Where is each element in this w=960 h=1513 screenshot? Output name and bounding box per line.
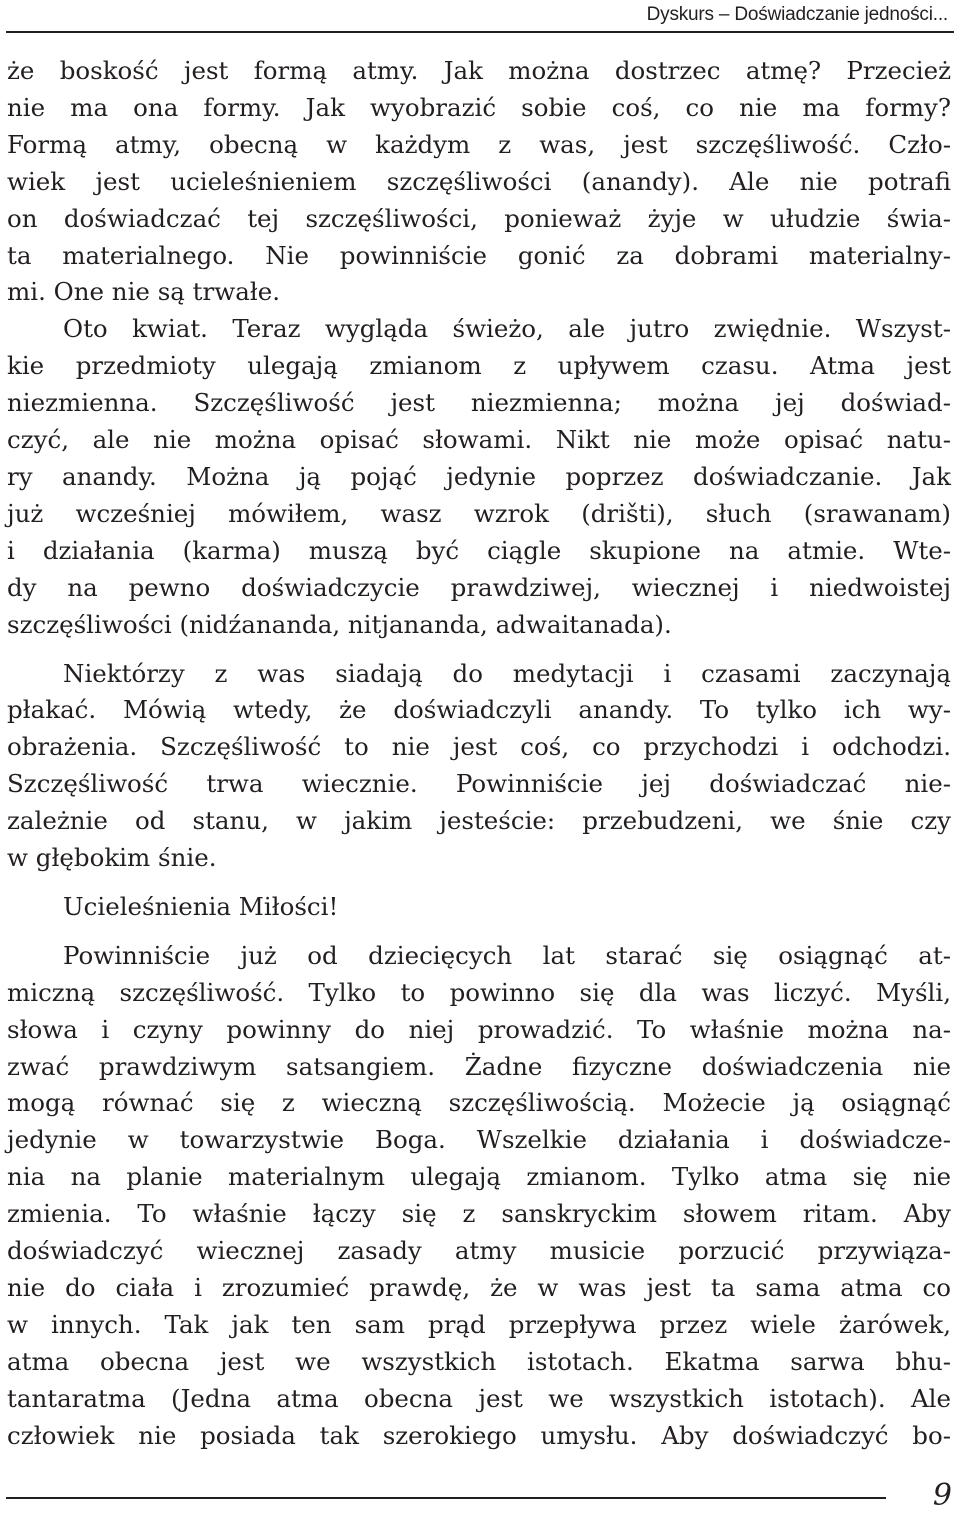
text-line: mi. One nie są trwałe. <box>7 277 281 307</box>
text-line: on doświadczać tej szczęśliwości, ponieważ żyje w ułudzie świa- <box>7 203 951 233</box>
text-line: ry anandy. Można ją pojąć jedynie poprzez doświadczanie. Jak <box>7 461 951 491</box>
text-line: doświadczyć wiecznej zasady atmy musicie porzucić przywiąza- <box>7 1236 951 1266</box>
paragraph <box>7 656 951 877</box>
text-line: zwać prawdziwym satsangiem. Żadne fizyczne doświadczenia nie <box>7 1051 951 1081</box>
text-line: w głębokim śnie. <box>7 843 217 873</box>
text-line: szczęśliwości (nidźananda, nitjananda, adwaitanada). <box>7 609 672 639</box>
text-line: nie ma ona formy. Jak wyobrazić sobie coś, co nie ma formy? <box>7 92 951 122</box>
text-line: Niektórzy z was siadają do medytacji i czasami zaczynają <box>63 658 951 688</box>
text-line: Ucieleśnienia Miłości! <box>63 891 339 921</box>
text-line: człowiek nie posiada tak szerokiego umysłu. Aby doświadczyć bo- <box>7 1420 951 1450</box>
text-line: Oto kwiat. Teraz wygląda świeżo, ale jutro zwiędnie. Wszyst- <box>63 314 951 344</box>
text-line: i działania (karma) muszą być ciągle skupione na atmie. Wte- <box>7 535 951 565</box>
text-line: kie przedmioty ulegają zmianom z upływem czasu. Atma jest <box>7 351 951 381</box>
text-line: jedynie w towarzystwie Boga. Wszelkie działania i doświadcze- <box>7 1125 951 1155</box>
text-line: atma obecna jest we wszystkich istotach. Ekatma sarwa bhu- <box>7 1346 951 1376</box>
running-header: Dyskurs – Doświadczanie jedności... <box>646 4 948 25</box>
text-line: Szczęśliwość trwa wiecznie. Powinniście jej doświadczać nie- <box>7 769 951 799</box>
text-line: Powinniście już od dziecięcych lat starać się osiągnąć at- <box>63 940 951 970</box>
text-line: mogą równać się z wieczną szczęśliwością. Możecie ją osiągnąć <box>7 1088 951 1118</box>
body-text <box>7 53 951 1455</box>
text-line: wiek jest ucieleśnieniem szczęśliwości (anandy). Ale nie potrafi <box>7 166 951 196</box>
paragraph <box>7 311 951 643</box>
text-line: płakać. Mówią wtedy, że doświadczyli anandy. To tylko ich wy- <box>7 695 951 725</box>
header-rule <box>6 31 954 33</box>
text-line: ta materialnego. Nie powinniście gonić za dobrami materialny- <box>7 240 951 270</box>
page-number: 9 <box>932 1478 952 1513</box>
text-line: Formą atmy, obecną w każdym z was, jest szczęśliwość. Czło- <box>7 129 951 159</box>
text-line: czyć, ale nie można opisać słowami. Nikt nie może opisać natu- <box>7 425 951 455</box>
paragraph <box>7 889 951 926</box>
text-line: zmienia. To właśnie łączy się z sanskryckim słowem ritam. Aby <box>7 1199 951 1229</box>
text-line: miczną szczęśliwość. Tylko to powinno się dla was liczyć. Myśli, <box>7 977 951 1007</box>
text-line: tantaratma (Jedna atma obecna jest we wszystkich istotach). Ale <box>7 1383 951 1413</box>
text-line: nia na planie materialnym ulegają zmianom. Tylko atma się nie <box>7 1162 951 1192</box>
text-line: w innych. Tak jak ten sam prąd przepływa przez wiele żarówek, <box>7 1309 951 1339</box>
text-line: niezmienna. Szczęśliwość jest niezmienna; można jej doświad- <box>7 388 951 418</box>
text-line: obrażenia. Szczęśliwość to nie jest coś, co przychodzi i odchodzi. <box>7 732 951 762</box>
text-line: że boskość jest formą atmy. Jak można dostrzec atmę? Przecież <box>7 56 951 85</box>
text-line: słowa i czyny powinny do niej prowadzić. To właśnie można na- <box>7 1014 951 1044</box>
text-line: nie do ciała i zrozumieć prawdę, że w was jest ta sama atma co <box>7 1273 951 1302</box>
text-line: już wcześniej mówiłem, wasz wzrok (drišti), słuch (srawanam) <box>7 498 951 528</box>
footer-rule <box>6 1497 886 1499</box>
paragraph <box>7 938 951 1455</box>
paragraph <box>7 53 951 311</box>
text-line: dy na pewno doświadczycie prawdziwej, wiecznej i niedwoistej <box>7 572 951 602</box>
text-line: zależnie od stanu, w jakim jesteście: przebudzeni, we śnie czy <box>7 806 951 836</box>
